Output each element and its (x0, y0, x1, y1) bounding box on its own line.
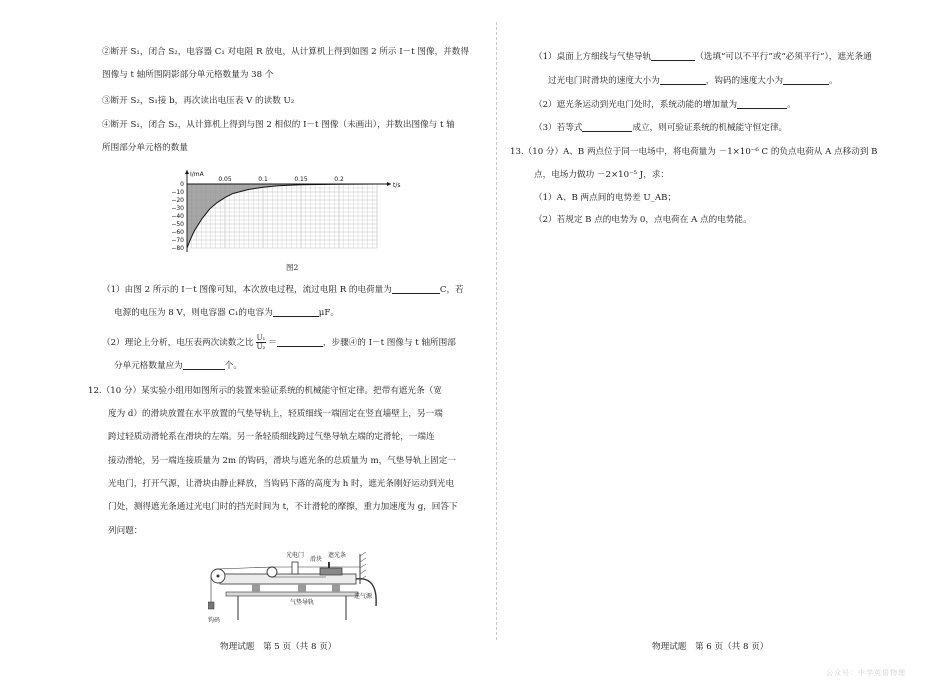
q1-answer-blank-capacitance[interactable] (273, 307, 319, 317)
q2-text-d: 分单元格数量应为 (114, 361, 183, 371)
question-2-line-1 (102, 334, 456, 351)
y-tick-label: −10 (171, 189, 184, 196)
voltage-ratio-fraction (256, 334, 267, 351)
photogate-icon (292, 562, 298, 574)
fixed-pulley-axle (217, 575, 220, 578)
x-tick-label: 0.15 (294, 176, 308, 183)
step-2-line-1: ②断开 S₁，闭合 S₂，电容器 C₁ 对电阻 R 放电，从计算机上得到如图 2 所示 I－t 图像，并数得 (102, 47, 469, 57)
r3-text-b: 成立，则可验证系统的机械能守恒定律。 (632, 123, 788, 133)
y-tick-label: 0 (180, 181, 184, 188)
x-axis-label: t/s (393, 182, 401, 189)
q12-line-1: 12.（10 分）某实验小组用如图所示的装置来验证系统的机械能守恒定律。把带有遮光条（宽 (88, 386, 442, 396)
r1-answer-blank-weight-speed[interactable] (783, 75, 829, 85)
y-tick-label: −40 (171, 213, 184, 220)
moving-pulley-icon (267, 567, 277, 577)
r2-line (534, 99, 796, 111)
label-photogate: 光电门 (286, 552, 305, 559)
label-hook-weight: 钩码 (208, 617, 221, 624)
string-upper (218, 567, 272, 569)
q1-text-a: （1）由图 2 所示的 I－t 图像可知，本次放电过程，流过电阻 R 的电荷量为 (102, 285, 392, 295)
y-tick-label: −70 (171, 237, 184, 244)
r1-answer-blank-parallel[interactable] (651, 51, 695, 61)
fraction-numerator: U₁ (256, 334, 266, 342)
i-axis-arrow (185, 170, 189, 174)
r1-text-e: 。 (829, 76, 838, 86)
r3-line (534, 122, 787, 134)
q1-text-d: μF。 (318, 308, 339, 318)
label-air-source: 连气源 (354, 593, 373, 600)
q1-answer-blank-charge[interactable] (392, 284, 440, 294)
q12-line-2: 度为 d）的滑块放置在水平放置的气垫导轨上，轻质细线一端固定在竖直墙壁上，另一端 (108, 409, 443, 419)
q2-text-e: 个。 (224, 361, 242, 371)
r1-line-2 (548, 75, 838, 87)
q1-text-b: C，若 (439, 285, 464, 295)
track-supports (252, 584, 340, 592)
wall-hatching (360, 552, 366, 580)
r3-text-a: （3）若等式 (534, 123, 583, 133)
slider-block (320, 568, 342, 575)
question-1-line-1 (102, 284, 464, 296)
t-axis-arrow (387, 182, 391, 186)
step-4-line-1: ④断开 S₁，闭合 S₂，从计算机上得到与图 2 相似的 I－t 图像（未画出），并数出图像与 t 轴 (102, 120, 455, 130)
y-tick-label: −60 (171, 229, 184, 236)
question-1-line-2 (114, 307, 339, 319)
label-air-track: 气垫导轨 (290, 599, 315, 606)
right-page-footer: 物理试题 第 6 页（共 8 页） (652, 642, 769, 652)
left-page-footer: 物理试题 第 5 页（共 8 页） (220, 642, 337, 652)
step-3: ③断开 S₂，S₁接 b，再次读出电压表 V 的读数 U₂ (102, 96, 295, 106)
q2-answer-blank-ratio[interactable] (277, 337, 323, 347)
label-shutter: 遮光条 (328, 552, 347, 559)
figure-2-it-chart (171, 166, 431, 284)
apparatus-figure (208, 546, 388, 626)
q12-line-3: 跨过轻质动滑轮系在滑块的左端。另一条轻质细线跨过气垫导轨左端的定滑轮，一端连 (108, 432, 435, 442)
q12-line-7: 列问题： (108, 526, 143, 536)
q2-text-b: ＝ (268, 338, 277, 348)
y-tick-label: −30 (171, 205, 184, 212)
q13-line-2: 点，电场力做功 －2×10⁻⁵ J，求： (534, 170, 670, 180)
y-axis-label: I/mA (190, 171, 204, 178)
r2-text-a: （2）遮光条运动到光电门处时，系统动能的增加量为 (534, 100, 738, 110)
table-top (226, 592, 358, 596)
watermark: 公众号：中学英语物理 (826, 669, 906, 677)
y-tick-label: −50 (171, 221, 184, 228)
label-slider: 滑块 (310, 556, 323, 563)
q2-text-c: ，步骤④的 I－t 图像与 t 轴所围部 (322, 338, 456, 348)
y-tick-label: −20 (171, 197, 184, 204)
q12-line-5: 光电门，打开气源，让滑块由静止释放，当钩码下落的高度为 h 时，遮光条刚好运动到光电 (108, 479, 455, 489)
r1-text-d: ，钩码的速度大小为 (705, 76, 784, 86)
q2-answer-blank-count[interactable] (183, 360, 225, 370)
question-2-line-2 (114, 360, 242, 372)
y-tick-label: −80 (171, 245, 184, 252)
q1-text-c: 电源的电压为 8 V，则电容器 C₁的电容为 (114, 308, 273, 318)
shutter-strip (328, 562, 330, 568)
q13-sub-2: （2）若规定 B 点的电势为 0，点电荷在 A 点的电势能。 (534, 215, 752, 225)
q12-line-6: 门处，测得遮光条通过光电门时的挡光时间为 t，不计滑轮的摩擦，重力加速度为 g，回答下 (108, 502, 458, 512)
step-4-line-2: 所围部分单元格的数量 (102, 143, 188, 153)
x-tick-label: 0.05 (218, 176, 232, 183)
r1-line-1 (534, 51, 872, 63)
x-tick-label: 0.2 (334, 176, 344, 183)
q13-line-1: 13.（10 分）A、B 两点位于同一电场中，将电荷量为 －1×10⁻⁶ C 的负点电荷从 A 点移动到 B (510, 147, 878, 157)
figure-2-caption: 图2 (286, 263, 299, 272)
r2-text-b: 。 (787, 100, 796, 110)
r2-answer-blank-kinetic[interactable] (737, 99, 787, 109)
q13-sub-1: （1）A、B 两点间的电势差 U_AB； (534, 193, 677, 203)
q2-text-a: （2）理论上分析，电压表两次读数之比 (102, 338, 254, 348)
column-divider (496, 22, 498, 640)
fraction-denominator: U₂ (256, 343, 266, 351)
r1-text-c: 过光电门时滑块的速度大小为 (548, 76, 660, 86)
air-track (220, 574, 356, 584)
step-2-line-2: 图像与 t 轴所围阴影部分单元格数量为 38 个 (102, 70, 274, 80)
r3-answer-blank-equation[interactable] (582, 122, 632, 132)
x-tick-label: 0.1 (258, 176, 268, 183)
hook-weight-icon (208, 602, 214, 609)
q12-line-4: 接动滑轮，另一端连接质量为 2m 的钩码，滑块与遮光条的总质量为 m，气垫导轨上固定一 (108, 456, 456, 466)
r1-text-a: （1）桌面上方细线与气垫导轨 (534, 52, 652, 62)
r1-text-b: （选填“可以不平行”或“必须平行”），遮光条通 (695, 52, 872, 62)
r1-answer-blank-slider-speed[interactable] (660, 75, 706, 85)
